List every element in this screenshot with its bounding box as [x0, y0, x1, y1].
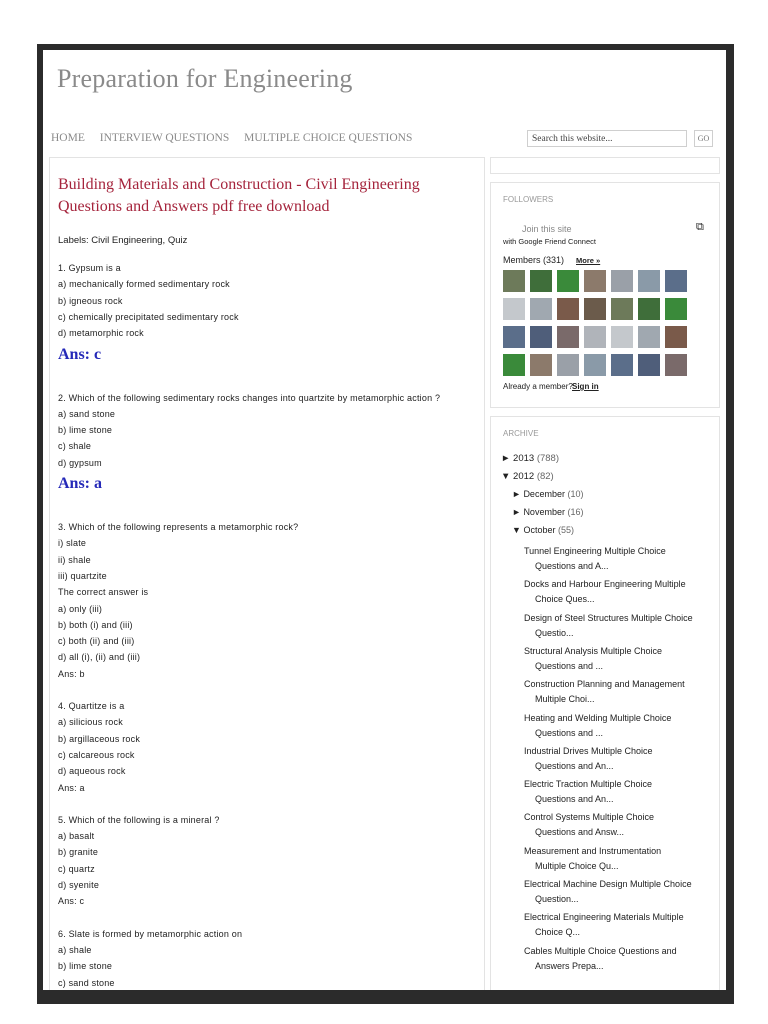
archive-month[interactable]: [512, 489, 583, 499]
member-avatar[interactable]: [665, 298, 687, 320]
question-line: 3. Which of the following represents a metamorphic rock?: [58, 522, 299, 532]
followers-heading: FOLLOWERS: [503, 195, 554, 204]
member-avatar[interactable]: [638, 326, 660, 348]
member-avatar[interactable]: [665, 354, 687, 376]
archive-post-title: Questions and ...: [535, 727, 604, 738]
archive-post-link[interactable]: [524, 810, 714, 840]
toggle-icon[interactable]: ►: [512, 489, 521, 499]
question-line: a) only (iii): [58, 603, 103, 614]
question-line: ii) shale: [58, 554, 91, 565]
question-line: d) syenite: [58, 880, 100, 890]
answer-label: Ans: c: [58, 345, 102, 363]
member-avatar[interactable]: [611, 326, 633, 348]
blog-page: [43, 50, 726, 990]
member-avatar[interactable]: [557, 270, 579, 292]
nav-multiple-choice-questions[interactable]: MULTIPLE CHOICE QUESTIONS: [244, 132, 413, 144]
connect-icon[interactable]: ⧉: [696, 221, 704, 233]
gfc-text: with Google Friend Connect: [503, 237, 596, 246]
question-line: b) lime stone: [58, 425, 113, 436]
archive-post-title: Questions and An...: [535, 794, 614, 805]
members-count: Members (331): [503, 255, 565, 265]
member-avatar[interactable]: [611, 270, 633, 292]
archive-month[interactable]: [512, 507, 583, 517]
archive-month-label[interactable]: December: [523, 489, 565, 499]
question-line: b) lime stone: [58, 961, 113, 972]
answer-label: Ans: a: [58, 475, 103, 492]
post-area: [49, 157, 485, 990]
archive-month[interactable]: [512, 525, 574, 535]
question-line: iii) quartzite: [58, 570, 107, 581]
archive-post-title: Multiple Choice Qu...: [535, 860, 619, 871]
archive-heading: ARCHIVE: [503, 429, 539, 438]
archive-month-label[interactable]: October: [523, 525, 556, 535]
archive-post-title: Heating and Welding Multiple Choice: [524, 712, 672, 723]
archive-count: (55): [557, 525, 574, 535]
member-avatar[interactable]: [584, 354, 606, 376]
archive-post-link[interactable]: [524, 611, 714, 641]
archive-post-title: Questions and Answ...: [535, 827, 625, 838]
member-avatar[interactable]: [530, 354, 552, 376]
question-line: d) metamorphic rock: [58, 328, 144, 339]
archive-post-title: Electrical Machine Design Multiple Choice: [524, 879, 692, 889]
question-line: Ans: c: [58, 896, 85, 907]
question-line: a) sand stone: [58, 408, 116, 419]
member-avatar[interactable]: [638, 270, 660, 292]
question-line: b) both (i) and (iii): [58, 619, 133, 630]
archive-post-title: Choice Ques...: [535, 594, 595, 605]
question-line: 1. Gypsum is a: [58, 263, 121, 273]
member-avatar[interactable]: [665, 326, 687, 348]
question-line: 6. Slate is formed by metamorphic action on: [58, 928, 243, 939]
post-labels: Labels: Civil Engineering, Quiz: [58, 235, 188, 246]
archive-post-link[interactable]: [524, 644, 714, 674]
member-avatar[interactable]: [557, 326, 579, 348]
question-line: d) gypsum: [58, 457, 102, 468]
question-line: a) mechanically formed sedimentary rock: [58, 279, 230, 290]
question-line: c) calcareous rock: [58, 749, 135, 760]
blog-title[interactable]: Preparation for Engineering: [57, 64, 353, 93]
member-avatar[interactable]: [584, 326, 606, 348]
nav-home[interactable]: HOME: [51, 132, 85, 144]
archive-year-label[interactable]: 2013: [513, 453, 535, 464]
archive-post-title: Answers Prepa...: [535, 960, 604, 971]
archive-post-link[interactable]: [524, 877, 714, 907]
question-line: i) slate: [58, 538, 87, 549]
sidebar-top-box: [490, 157, 720, 174]
question-line: c) sand stone: [58, 977, 115, 988]
member-avatar[interactable]: [503, 298, 525, 320]
toggle-icon[interactable]: ▼: [501, 471, 511, 482]
member-avatar[interactable]: [665, 270, 687, 292]
question-line: b) igneous rock: [58, 295, 123, 306]
archive-widget: [490, 416, 720, 990]
question-line: c) chemically precipitated sedimentary rock: [58, 311, 239, 322]
question-line: b) granite: [58, 847, 99, 858]
member-avatar[interactable]: [503, 354, 525, 376]
archive-post-link[interactable]: [524, 577, 714, 607]
archive-post-title: Docks and Harbour Engineering Multiple: [524, 579, 686, 590]
member-avatar[interactable]: [530, 326, 552, 348]
archive-post-title: Control Systems Multiple Choice: [524, 812, 655, 823]
archive-post-title: Structural Analysis Multiple Choice: [524, 645, 663, 656]
question-line: d) aqueous rock: [58, 766, 126, 777]
member-avatar[interactable]: [557, 354, 579, 376]
archive-post-link[interactable]: [524, 677, 714, 707]
post-title[interactable]: [58, 174, 468, 218]
post-title-line: Questions and Answers pdf free download: [58, 198, 330, 215]
question-line: 5. Which of the following is a mineral ?: [58, 814, 220, 825]
archive-post-link[interactable]: [524, 944, 714, 974]
archive-post-title: Cables Multiple Choice Questions and: [524, 945, 677, 956]
followers-widget: [490, 182, 720, 408]
archive-post-link[interactable]: [524, 544, 714, 574]
member-avatar[interactable]: [611, 354, 633, 376]
nav-bar: [51, 132, 424, 144]
member-avatar[interactable]: [584, 270, 606, 292]
archive-post-link[interactable]: [524, 844, 714, 874]
member-avatar[interactable]: [638, 354, 660, 376]
archive-year[interactable]: [501, 471, 554, 482]
archive-post-title: Multiple Choi...: [535, 694, 595, 705]
question-line: 2. Which of the following sedimentary rocks changes into quartzite by metamorphic action ?: [58, 392, 441, 403]
archive-year[interactable]: [501, 453, 559, 464]
question-line: Ans: b: [58, 668, 85, 679]
archive-post-link[interactable]: [524, 711, 714, 741]
member-avatar[interactable]: [503, 326, 525, 348]
search-input[interactable]: Search this website...: [527, 130, 687, 147]
archive-post-title: Industrial Drives Multiple Choice: [524, 745, 653, 756]
archive-count: (788): [536, 453, 560, 464]
member-avatar[interactable]: [611, 298, 633, 320]
member-avatar[interactable]: [530, 270, 552, 292]
toggle-icon[interactable]: ▼: [512, 525, 521, 535]
archive-year-label[interactable]: 2012: [513, 471, 535, 482]
join-site-link[interactable]: Join this site: [522, 224, 572, 234]
question-line: c) quartz: [58, 863, 95, 874]
nav-interview-questions[interactable]: INTERVIEW QUESTIONS: [99, 132, 230, 144]
sign-in-link[interactable]: Sign in: [572, 382, 599, 391]
member-avatar[interactable]: [638, 298, 660, 320]
member-avatar[interactable]: [557, 298, 579, 320]
question-line: The correct answer is: [58, 587, 149, 598]
archive-post-title: Electrical Engineering Materials Multiple: [524, 912, 684, 923]
archive-post-title: Questions and An...: [535, 760, 614, 771]
archive-post-link[interactable]: [524, 777, 714, 807]
member-avatar[interactable]: [503, 270, 525, 292]
question-line: b) argillaceous rock: [58, 733, 141, 744]
archive-post-title: Questions and ...: [535, 660, 604, 671]
already-member-text: Already a member?: [503, 382, 573, 391]
question-line: Ans: a: [58, 782, 85, 793]
toggle-icon[interactable]: ►: [501, 453, 511, 464]
question-line: c) both (ii) and (iii): [58, 636, 135, 647]
archive-count: (10): [567, 489, 584, 499]
question-line: a) shale: [58, 944, 92, 955]
member-avatar[interactable]: [584, 298, 606, 320]
archive-month-label[interactable]: November: [523, 507, 565, 517]
archive-post-link[interactable]: [524, 744, 714, 774]
archive-post-title: Tunnel Engineering Multiple Choice: [524, 546, 666, 556]
search-go-button[interactable]: GO: [694, 130, 713, 147]
archive-post-title: Construction Planning and Management: [524, 679, 685, 690]
more-members-link[interactable]: More »: [576, 256, 601, 265]
question-line: a) silicious rock: [58, 717, 123, 728]
archive-count: (82): [536, 471, 554, 482]
archive-post-title: Measurement and Instrumentation: [524, 845, 662, 856]
archive-count: (16): [567, 507, 584, 517]
question-line: c) shale: [58, 441, 92, 452]
archive-post-title: Question...: [535, 894, 579, 904]
archive-post-title: Questions and A...: [535, 561, 609, 571]
toggle-icon[interactable]: ►: [512, 507, 521, 517]
archive-post-title: Questio...: [535, 627, 574, 638]
post-title-line: Building Materials and Construction - Civil Engineering: [58, 176, 420, 193]
question-line: d) all (i), (ii) and (iii): [58, 652, 141, 663]
archive-post-title: Choice Q...: [535, 927, 581, 938]
question-line: 4. Quartitze is a: [58, 701, 125, 711]
archive-post-link[interactable]: [524, 910, 714, 940]
archive-post-title: Design of Steel Structures Multiple Choice: [524, 612, 693, 623]
archive-post-title: Electric Traction Multiple Choice: [524, 779, 653, 790]
member-avatar[interactable]: [530, 298, 552, 320]
question-line: a) basalt: [58, 831, 95, 842]
